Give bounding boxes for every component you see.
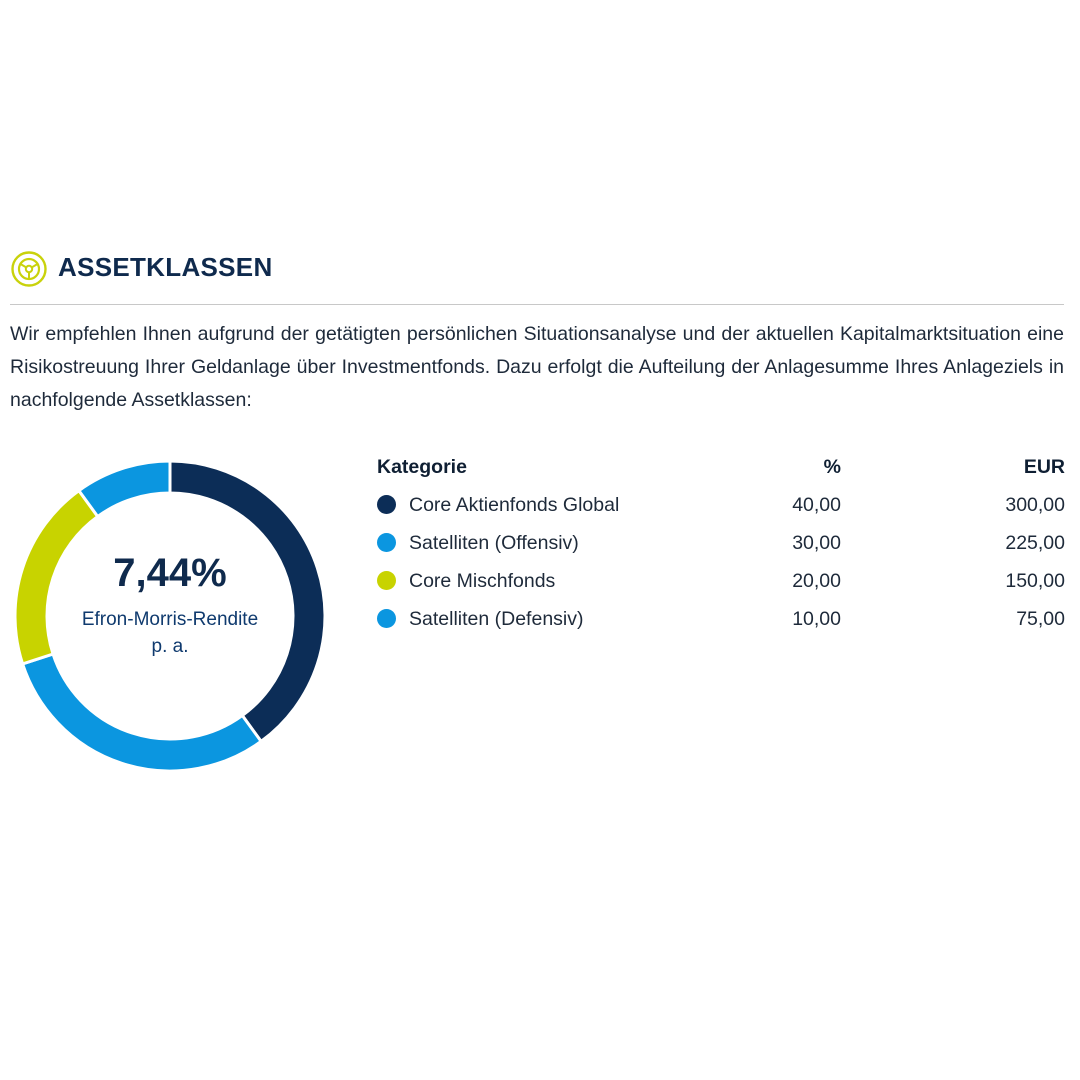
steering-wheel-icon [10,250,48,288]
category-cell [377,604,584,634]
category-label: Satelliten (Defensiv) [409,608,584,630]
header-category: Kategorie [377,456,467,478]
return-label-line2: p. a. [151,636,189,657]
eur-cell: 225,00 [1005,532,1065,554]
header-eur: EUR [1023,456,1065,478]
return-label [70,606,270,660]
donut-center [70,548,270,660]
eur-cell: 300,00 [1005,494,1065,516]
return-value: 7,44% [113,551,227,595]
section-header [10,248,1064,305]
allocation-table [377,452,1065,642]
table-row [377,566,1065,604]
category-cell [377,528,579,558]
legend-dot [377,533,396,552]
percent-cell: 40,00 [792,494,841,516]
header-percent: % [823,456,841,478]
percent-cell: 10,00 [792,608,841,630]
legend-dot [377,495,396,514]
eur-cell: 150,00 [1005,570,1065,592]
table-row [377,490,1065,528]
table-row [377,604,1065,642]
intro-paragraph: Wir empfehlen Ihnen aufgrund der getätigten persönlichen Situationsanalyse und der aktuellen Kapitalmarktsituation eine Risikostreuung Ihrer Geldanlage über Investmentfonds. Dazu erfolgt die Aufteilung der Anlagesumme Ihres Anlageziels in nachfolgende Assetklassen: [10,323,1064,411]
category-cell [377,566,555,596]
legend-dot [377,571,396,590]
donut-slice [79,461,170,516]
category-cell [377,490,619,520]
allocation-donut-chart [10,456,330,776]
table-header-row [377,452,1065,490]
table-row [377,528,1065,566]
donut-slice [23,654,262,771]
percent-cell: 30,00 [792,532,841,554]
return-label-line1: Efron-Morris-Rendite [81,609,259,630]
category-label: Core Aktienfonds Global [409,494,620,516]
percent-cell: 20,00 [792,570,841,592]
category-label: Satelliten (Offensiv) [409,532,579,554]
section-title: ASSETKLASSEN [58,252,273,282]
category-label: Core Mischfonds [409,570,556,592]
eur-cell: 75,00 [1016,608,1065,630]
legend-dot [377,609,396,628]
